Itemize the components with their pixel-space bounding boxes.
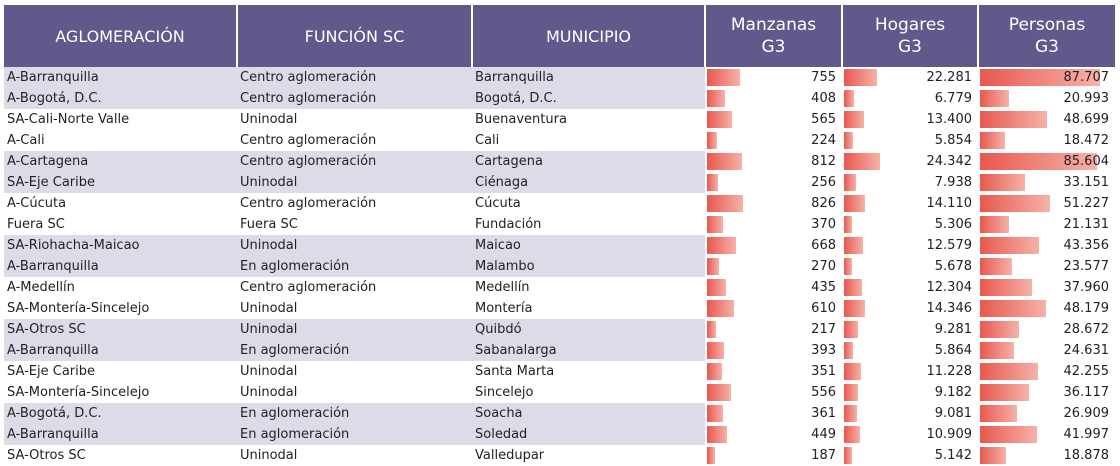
personas-cell (978, 214, 1115, 235)
funcion-sc-cell: Uninodal (237, 319, 472, 340)
cell-value: 48.179 (1063, 301, 1109, 316)
municipio-cell: Montería (475, 301, 533, 316)
databar (980, 258, 1012, 275)
cell-value: 449 (811, 427, 836, 442)
hogares-cell (842, 382, 978, 403)
manzanas-cell (705, 151, 842, 172)
header-manzanas-line2: G3 (761, 37, 786, 57)
personas-cell (978, 130, 1115, 151)
municipio-cell: Barranquilla (472, 67, 705, 88)
databar (980, 384, 1029, 401)
personas-cell (978, 256, 1115, 277)
cell-value: 23.577 (1063, 259, 1109, 274)
funcion-sc-cell: Uninodal (240, 364, 298, 379)
header-funcion-sc: FUNCIÓN SC (237, 5, 472, 67)
cell-value: 361 (811, 406, 836, 421)
cell-value: 393 (811, 343, 836, 358)
funcion-sc-cell: Centro aglomeración (237, 67, 472, 88)
cell-value: 22.281 (926, 70, 972, 85)
funcion-sc-cell: Fuera SC (240, 217, 298, 232)
databar (707, 69, 740, 86)
funcion-sc-cell: Uninodal (240, 385, 298, 400)
cell-value: 87.707 (1063, 70, 1109, 85)
header-hogares-line2: G3 (898, 37, 922, 57)
municipio-cell: Cali (475, 133, 500, 148)
cell-value: 41.997 (1063, 427, 1109, 442)
cell-value: 5.854 (934, 133, 972, 148)
databar (980, 174, 1025, 191)
databar (707, 132, 717, 149)
cell-value: 224 (811, 133, 836, 148)
municipio-cell: Ciénaga (472, 172, 705, 193)
aglomeracion-cell: SA-Otros SC (7, 448, 86, 463)
databar (707, 279, 726, 296)
table-row (4, 67, 1115, 88)
databar (707, 384, 731, 401)
databar (707, 153, 742, 170)
hogares-cell (842, 424, 978, 445)
personas-cell (978, 172, 1115, 193)
manzanas-cell (705, 130, 842, 151)
cell-value: 13.400 (926, 112, 972, 127)
personas-cell (978, 109, 1115, 130)
cell-value: 12.304 (926, 280, 972, 295)
aglomeracion-cell: A-Bogotá, D.C. (4, 403, 237, 424)
header-personas-g3 (978, 5, 1115, 67)
databar (844, 405, 857, 422)
municipio-cell: Buenaventura (475, 112, 567, 127)
databar (707, 342, 724, 359)
databar (844, 258, 852, 275)
cell-value: 14.110 (926, 196, 972, 211)
aglomeracion-cell: SA-Eje Caribe (7, 364, 95, 379)
funcion-sc-cell: Centro aglomeración (240, 133, 377, 148)
hogares-cell (842, 319, 978, 340)
cell-value: 28.672 (1063, 322, 1109, 337)
databar (844, 174, 856, 191)
hogares-cell (842, 235, 978, 256)
databar (707, 174, 718, 191)
table-row (4, 151, 1115, 172)
header-aglomeracion: AGLOMERACIÓN (4, 5, 237, 67)
hogares-cell (842, 193, 978, 214)
databar (980, 279, 1032, 296)
cell-value: 370 (811, 217, 836, 232)
databar (707, 216, 723, 233)
databar (844, 195, 865, 212)
databar (980, 111, 1047, 128)
databar (707, 426, 727, 443)
cell-value: 5.306 (934, 217, 972, 232)
databar (844, 363, 861, 380)
databar (844, 321, 858, 338)
table-row (4, 109, 1115, 130)
municipio-cell: Malambo (472, 256, 705, 277)
cell-value: 6.779 (934, 91, 972, 106)
municipio-cell: Soledad (472, 424, 705, 445)
funcion-sc-cell: En aglomeración (237, 403, 472, 424)
funcion-sc-cell: En aglomeración (237, 256, 472, 277)
databar (980, 90, 1009, 107)
table-body (4, 67, 1115, 466)
cell-value: 9.182 (934, 385, 972, 400)
cell-value: 812 (811, 154, 836, 169)
cell-value: 556 (811, 385, 836, 400)
databar (707, 111, 732, 128)
databar (980, 447, 1006, 464)
cell-value: 14.346 (926, 301, 972, 316)
cell-value: 12.579 (926, 238, 972, 253)
funcion-sc-cell: Centro aglomeración (237, 88, 472, 109)
manzanas-cell (705, 67, 842, 88)
cell-value: 256 (811, 175, 836, 190)
manzanas-cell (705, 172, 842, 193)
municipio-cell: Valledupar (475, 448, 545, 463)
aglomeracion-cell: A-Barranquilla (4, 340, 237, 361)
databar (707, 405, 723, 422)
funcion-sc-cell: En aglomeración (237, 340, 472, 361)
cell-value: 18.472 (1063, 133, 1109, 148)
aglomeracion-cell: Fuera SC (7, 217, 65, 232)
municipio-cell: Fundación (475, 217, 542, 232)
aglomeracion-cell: A-Medellín (7, 280, 75, 295)
municipio-cell: Cúcuta (475, 196, 521, 211)
cell-value: 435 (811, 280, 836, 295)
personas-cell (978, 340, 1115, 361)
aglomeracion-cell: A-Cúcuta (7, 196, 67, 211)
aglomeracion-cell: A-Cali (7, 133, 45, 148)
databar (844, 237, 863, 254)
databar (980, 195, 1050, 212)
municipio-cell: Bogotá, D.C. (472, 88, 705, 109)
funcion-sc-cell: Uninodal (237, 235, 472, 256)
databar (707, 363, 722, 380)
databar (844, 111, 864, 128)
databar (844, 132, 853, 149)
databar (707, 321, 716, 338)
cell-value: 270 (811, 259, 836, 274)
funcion-sc-cell: Uninodal (240, 112, 298, 127)
databar (707, 195, 743, 212)
municipio-cell: Medellín (475, 280, 530, 295)
cell-value: 755 (811, 70, 836, 85)
manzanas-cell (705, 403, 842, 424)
manzanas-cell (705, 214, 842, 235)
databar (707, 447, 715, 464)
cell-value: 565 (811, 112, 836, 127)
table-row (4, 172, 1115, 193)
databar (844, 279, 862, 296)
databar (844, 90, 854, 107)
cell-value: 668 (811, 238, 836, 253)
databar (707, 237, 736, 254)
databar (844, 447, 852, 464)
cell-value: 5.142 (934, 448, 972, 463)
databar (980, 132, 1005, 149)
databar (980, 426, 1037, 443)
personas-cell (978, 298, 1115, 319)
hogares-cell (842, 340, 978, 361)
cell-value: 408 (811, 91, 836, 106)
personas-cell (978, 235, 1115, 256)
header-manzanas-line1: Manzanas (730, 15, 817, 35)
municipio-cell: Santa Marta (475, 364, 555, 379)
cell-value: 21.131 (1063, 217, 1109, 232)
databar (707, 300, 734, 317)
table-row (4, 193, 1115, 214)
hogares-cell (842, 130, 978, 151)
cell-value: 26.909 (1063, 406, 1109, 421)
cell-value: 36.117 (1063, 385, 1109, 400)
hogares-cell (842, 403, 978, 424)
personas-cell (978, 403, 1115, 424)
personas-cell (978, 382, 1115, 403)
hogares-cell (842, 88, 978, 109)
databar (980, 300, 1046, 317)
personas-cell (978, 151, 1115, 172)
header-row (4, 5, 1115, 67)
aglomeracion-cell: SA-Eje Caribe (4, 172, 237, 193)
municipio-cell: Quibdó (472, 319, 705, 340)
aglomeracion-cell: A-Barranquilla (4, 424, 237, 445)
manzanas-cell (705, 340, 842, 361)
table-row (4, 424, 1115, 445)
databar (980, 237, 1039, 254)
hogares-cell (842, 277, 978, 298)
databar (844, 153, 880, 170)
municipio-cell: Maicao (472, 235, 705, 256)
hogares-cell (842, 172, 978, 193)
personas-cell (978, 88, 1115, 109)
cell-value: 9.081 (934, 406, 972, 421)
funcion-sc-cell: Centro aglomeración (240, 196, 377, 211)
manzanas-cell (705, 277, 842, 298)
manzanas-cell (705, 235, 842, 256)
table-row (4, 130, 1115, 151)
databar (980, 216, 1009, 233)
databar (980, 363, 1038, 380)
aglomeracion-cell: SA-Montería-Sincelejo (7, 301, 150, 316)
databar (707, 90, 725, 107)
cell-value: 85.604 (1063, 154, 1109, 169)
hogares-cell (842, 67, 978, 88)
cell-value: 48.699 (1063, 112, 1109, 127)
table-row (4, 403, 1115, 424)
cell-value: 11.228 (926, 364, 972, 379)
personas-cell (978, 424, 1115, 445)
cell-value: 5.678 (934, 259, 972, 274)
manzanas-cell (705, 445, 842, 466)
header-personas-line2: G3 (1035, 37, 1059, 57)
municipio-cell: Sincelejo (475, 385, 534, 400)
cell-value: 5.864 (934, 343, 972, 358)
hogares-cell (842, 109, 978, 130)
personas-cell (978, 445, 1115, 466)
aglomeracion-cell: SA-Riohacha-Maicao (4, 235, 237, 256)
aglomeracion-cell: A-Cartagena (4, 151, 237, 172)
funcion-sc-cell: En aglomeración (237, 424, 472, 445)
databar (844, 384, 858, 401)
hogares-cell (842, 361, 978, 382)
funcion-sc-cell: Uninodal (237, 172, 472, 193)
cell-value: 18.878 (1063, 448, 1109, 463)
cell-value: 24.631 (1063, 343, 1109, 358)
cell-value: 51.227 (1063, 196, 1109, 211)
manzanas-cell (705, 88, 842, 109)
table-row (4, 361, 1115, 382)
table-row (4, 382, 1115, 403)
aglomeracion-cell: A-Barranquilla (4, 67, 237, 88)
cell-value: 20.993 (1063, 91, 1109, 106)
manzanas-cell (705, 109, 842, 130)
databar (844, 426, 860, 443)
table-row (4, 277, 1115, 298)
table-row (4, 340, 1115, 361)
header-hogares-line1: Hogares (874, 15, 946, 35)
cell-value: 7.938 (934, 175, 972, 190)
hogares-cell (842, 298, 978, 319)
table-row (4, 445, 1115, 466)
cell-value: 610 (811, 301, 836, 316)
municipio-cell: Sabanalarga (472, 340, 705, 361)
table-row (4, 235, 1115, 256)
funcion-sc-cell: Centro aglomeración (237, 151, 472, 172)
funcion-sc-cell: Uninodal (240, 301, 298, 316)
personas-cell (978, 193, 1115, 214)
aglomeracion-cell: A-Bogotá, D.C. (4, 88, 237, 109)
cell-value: 42.255 (1063, 364, 1109, 379)
cell-value: 187 (811, 448, 836, 463)
header-manzanas-g3 (705, 5, 842, 67)
personas-cell (978, 319, 1115, 340)
cell-value: 10.909 (926, 427, 972, 442)
aglomeracion-cell: SA-Otros SC (4, 319, 237, 340)
personas-cell (978, 277, 1115, 298)
hogares-cell (842, 151, 978, 172)
databar (844, 342, 853, 359)
cell-value: 351 (811, 364, 836, 379)
table-row (4, 88, 1115, 109)
cell-value: 9.281 (934, 322, 972, 337)
cell-value: 826 (811, 196, 836, 211)
aglomeracion-cell: SA-Montería-Sincelejo (7, 385, 150, 400)
databar (980, 321, 1019, 338)
manzanas-cell (705, 256, 842, 277)
manzanas-cell (705, 319, 842, 340)
funcion-sc-cell: Uninodal (240, 448, 298, 463)
databar (844, 300, 865, 317)
cell-value: 43.356 (1063, 238, 1109, 253)
table-row (4, 319, 1115, 340)
aglomeracion-cell: A-Barranquilla (4, 256, 237, 277)
manzanas-cell (705, 382, 842, 403)
aglomeracion-cell: SA-Cali-Norte Valle (7, 112, 130, 127)
table-row (4, 298, 1115, 319)
manzanas-cell (705, 193, 842, 214)
databar (844, 216, 852, 233)
personas-cell (978, 67, 1115, 88)
header-hogares-g3 (842, 5, 978, 67)
table-row (4, 214, 1115, 235)
cell-value: 24.342 (926, 154, 972, 169)
hogares-cell (842, 445, 978, 466)
manzanas-cell (705, 424, 842, 445)
databar (980, 342, 1014, 359)
funcion-sc-cell: Centro aglomeración (240, 280, 377, 295)
personas-cell (978, 361, 1115, 382)
municipio-cell: Soacha (472, 403, 705, 424)
hogares-cell (842, 256, 978, 277)
manzanas-cell (705, 298, 842, 319)
municipio-cell: Cartagena (472, 151, 705, 172)
cell-value: 37.960 (1063, 280, 1109, 295)
databar (980, 405, 1017, 422)
databar (844, 69, 877, 86)
databar (707, 258, 719, 275)
municipios-table (4, 5, 1115, 466)
hogares-cell (842, 214, 978, 235)
cell-value: 217 (811, 322, 836, 337)
table-row (4, 256, 1115, 277)
header-municipio: MUNICIPIO (472, 5, 705, 67)
cell-value: 33.151 (1063, 175, 1109, 190)
manzanas-cell (705, 361, 842, 382)
header-personas-line1: Personas (1008, 15, 1086, 35)
